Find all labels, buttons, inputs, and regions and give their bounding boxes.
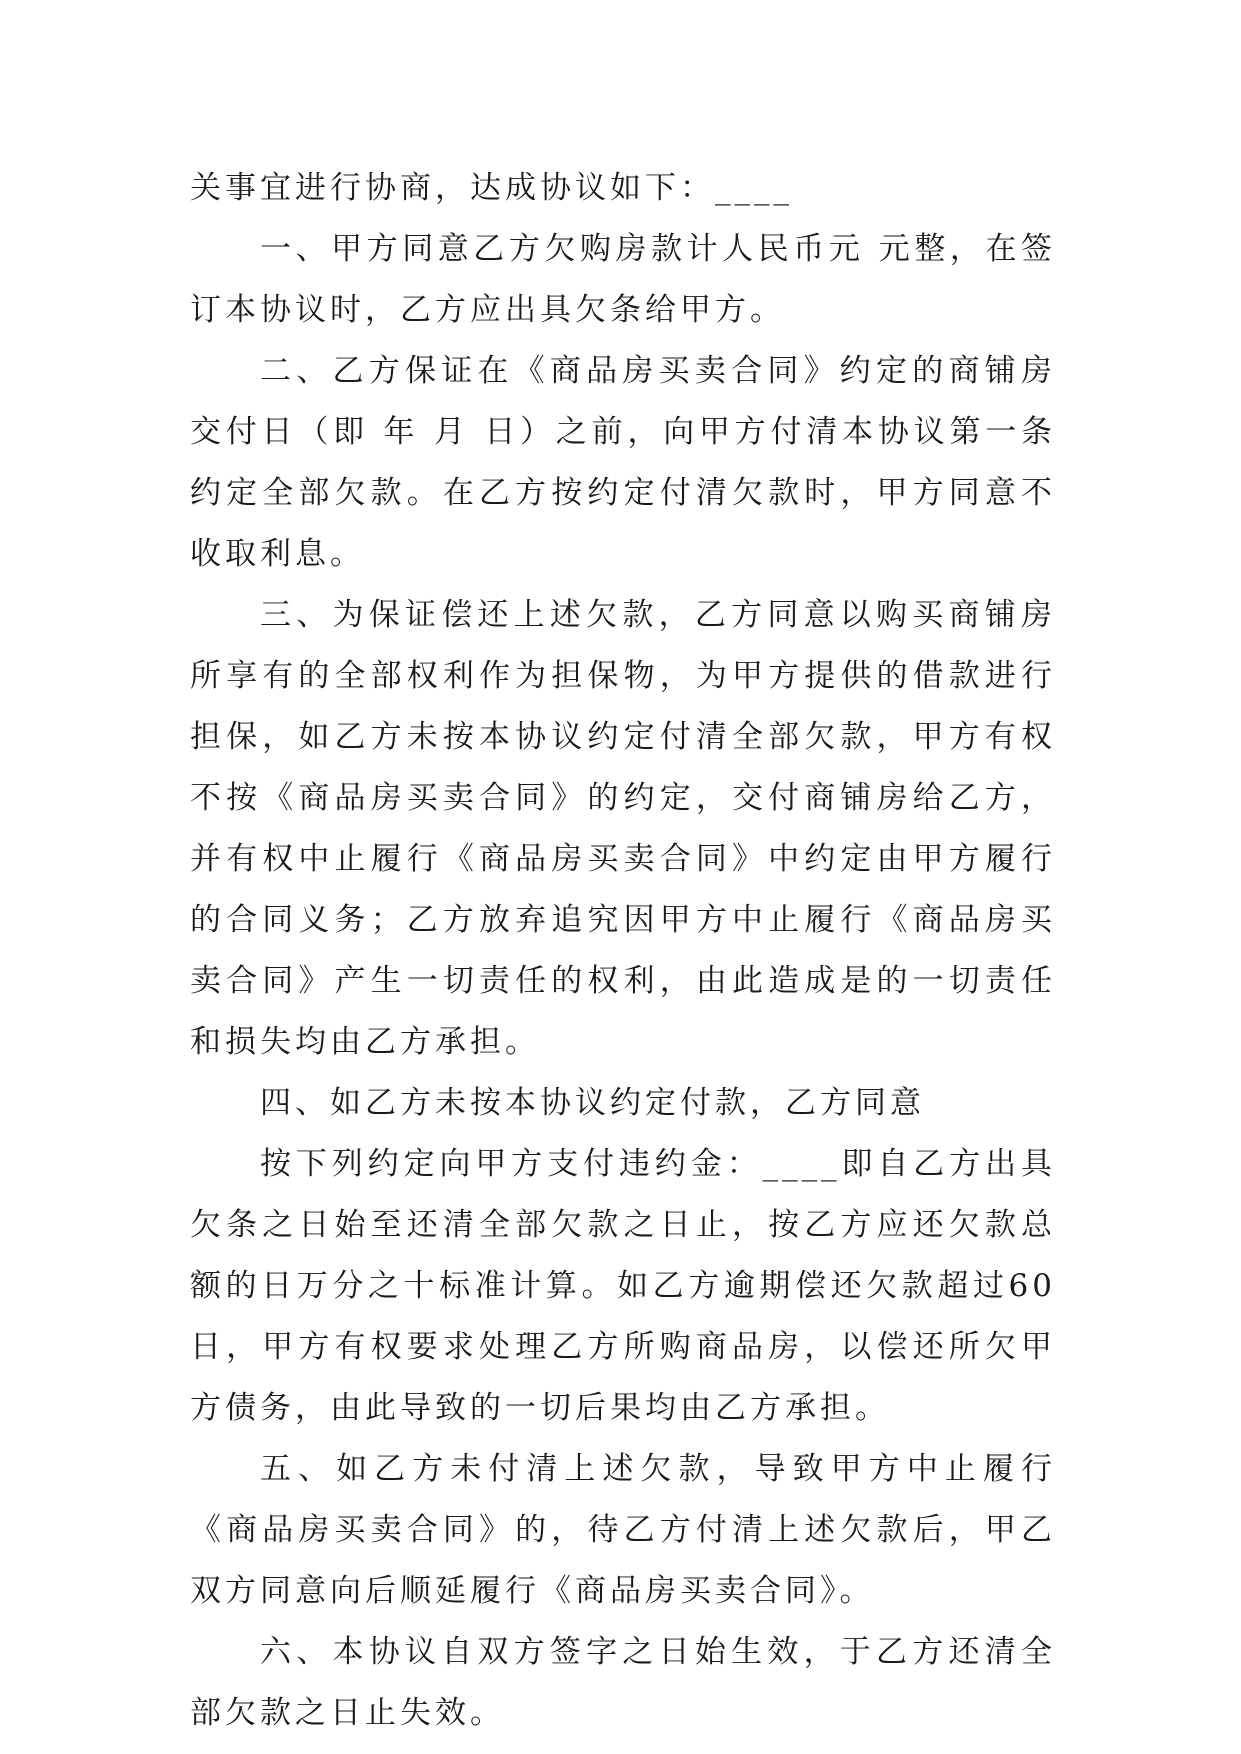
paragraph-clause-5: 五、如乙方未付清上述欠款，导致甲方中止履行《商品房买卖合同》的，待乙方付清上述欠款后，甲乙双方同意向后顺延履行《商品房买卖合同》。 xyxy=(190,1451,1056,1609)
paragraph-clause-2: 二、乙方保证在《商品房买卖合同》约定的商铺房交付日（即 年 月 日）之前，向甲方付清本协议第一条约定全部欠款。在乙方按约定付清欠款时，甲方同意不收取利息。 xyxy=(190,353,1056,572)
paragraph-clause-3: 三、为保证偿还上述欠款，乙方同意以购买商铺房所享有的全部权利作为担保物，为甲方提供的借款进行担保，如乙方未按本协议约定付清全部欠款，甲方有权不按《商品房买卖合同》的约定，交付商铺房给乙方，并有权中止履行《商品房买卖合同》中约定由甲方履行的合同义务；乙方放弃追究因甲方中止履行《商品房买卖合同》产生一切责任的权利，由此造成是的一切责任和损失均由乙方承担。 xyxy=(190,597,1056,1060)
document-body xyxy=(190,158,1056,1744)
paragraph-clause-4-continued: 按下列约定向甲方支付违约金：____即自乙方出具欠条之日始至还清全部欠款之日止，按乙方应还欠款总额的日万分之十标准计算。如乙方逾期偿还欠款超过60日，甲方有权要求处理乙方所购商品房，以偿还所欠甲方债务，由此导致的一切后果均由乙方承担。 xyxy=(190,1146,1056,1426)
paragraph-clause-4: 四、如乙方未按本协议约定付款，乙方同意 xyxy=(260,1085,925,1121)
paragraph-clause-6: 六、本协议自双方签字之日始生效，于乙方还清全部欠款之日止失效。 xyxy=(190,1634,1056,1731)
paragraph-continuation: 关事宜进行协商，达成协议如下：____ xyxy=(190,170,793,206)
paragraph-clause-1: 一、甲方同意乙方欠购房款计人民币元 元整，在签订本协议时，乙方应出具欠条给甲方。 xyxy=(190,231,1056,328)
